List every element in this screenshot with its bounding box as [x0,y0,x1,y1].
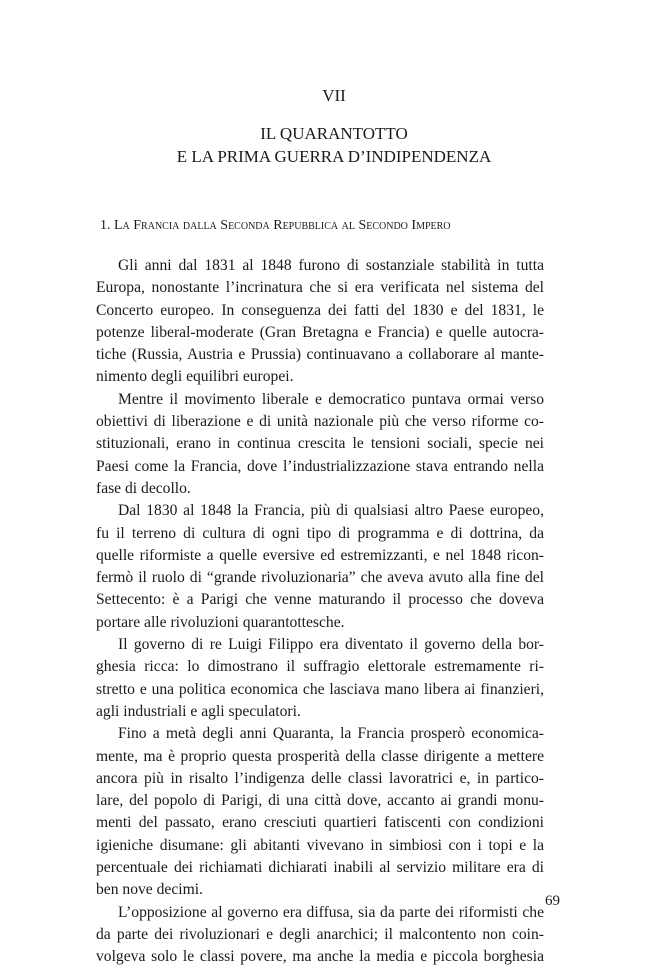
text-line: volgeva solo le classi povere, ma anche la media e piccola borghesia [96,948,544,966]
text-line: Il governo di re Luigi Filippo era diventato il governo della bor- [118,636,544,654]
text-line: ghesia ricca: lo dimostrano il suffragio elettorale estremamente ri- [96,658,544,676]
text-line: ben nove decimi. [96,881,203,899]
text-line: stretto e una politica economica che lasciava mano libera ai finanzieri, [96,680,544,698]
text-line: Mentre il movimento liberale e democratico puntava ormai verso [118,390,544,408]
text-line: fase di decollo. [96,479,191,497]
body-text [96,255,544,969]
chapter-title [0,122,650,168]
text-line: Fino a metà degli anni Quaranta, la Francia prosperò economica- [118,725,544,743]
text-line: nimento degli equilibri europei. [96,368,294,386]
text-line: ancora più in risalto l’indigenza delle classi lavoratrici e, in partico- [96,769,544,787]
text-line: obiettivi di liberazione e di unità nazionale più che verso riforme co- [96,413,544,431]
text-line: potenze liberal-moderate (Gran Bretagna e Francia) e quelle autocra- [96,323,544,341]
text-line: Gli anni dal 1831 al 1848 furono di sostanziale stabilità in tutta [118,257,544,274]
text-line: menti del passato, erano cresciuti quartieri fatiscenti con condizioni [96,814,544,832]
text-line: percentuale dei richiamati dichiarati inabili al servizio militare era di [96,859,544,877]
chapter-title-line: IL QUARANTOTTO [260,124,408,143]
text-line: igieniche disumane: gli abitanti vivevano in simbiosi con i topi e la [96,836,544,854]
text-line: fu il terreno di cultura di ogni tipo di programma e di dottrina, da [96,524,544,542]
text-line: Settecento: è a Parigi che venne maturando il processo che doveva [96,591,544,609]
text-line: Europa, nonostante l’incrinatura che si era verificata nel sistema del [96,279,544,297]
text-line: lare, del popolo di Parigi, di una città dove, accanto ai grandi monu- [96,792,544,810]
text-line: mente, ma è proprio questa prosperità della classe dirigente a mettere [96,747,544,765]
text-line: tiche (Russia, Austria e Prussia) continuavano a collaborare al mante- [96,346,544,364]
chapter-number: VII [322,86,346,105]
text-line: Concerto europeo. In conseguenza dei fatti del 1830 e del 1831, le [96,301,544,319]
text-line: quelle riformiste a quelle eversive ed estremizzanti, e nel 1848 ricon- [96,546,544,564]
text-line: Paesi come la Francia, dove l’industrializzazione stava entrando nella [96,457,544,475]
section-heading: 1. La Francia dalla Seconda Repubblica al Secondo Impero [100,218,451,233]
text-line: stituzionali, erano in continua crescita le tensioni sociali, specie nei [96,435,544,453]
page-number: 69 [545,893,560,909]
text-line: da parte dei rivoluzionari e degli anarchici; il malcontento non coin- [96,925,544,943]
text-line: fermò il ruolo di “grande rivoluzionaria” che aveva avuto alla fine del [96,569,544,587]
chapter-title-line: E LA PRIMA GUERRA D’INDIPENDENZA [176,147,492,166]
text-line: Dal 1830 al 1848 la Francia, più di qualsiasi altro Paese europeo, [118,502,544,520]
text-line: agli industriali e agli speculatori. [96,702,301,720]
text-line: portare alle rivoluzioni quarantottesche. [96,613,345,631]
text-line: L’opposizione al governo era diffusa, sia da parte dei riformisti che [118,903,544,921]
